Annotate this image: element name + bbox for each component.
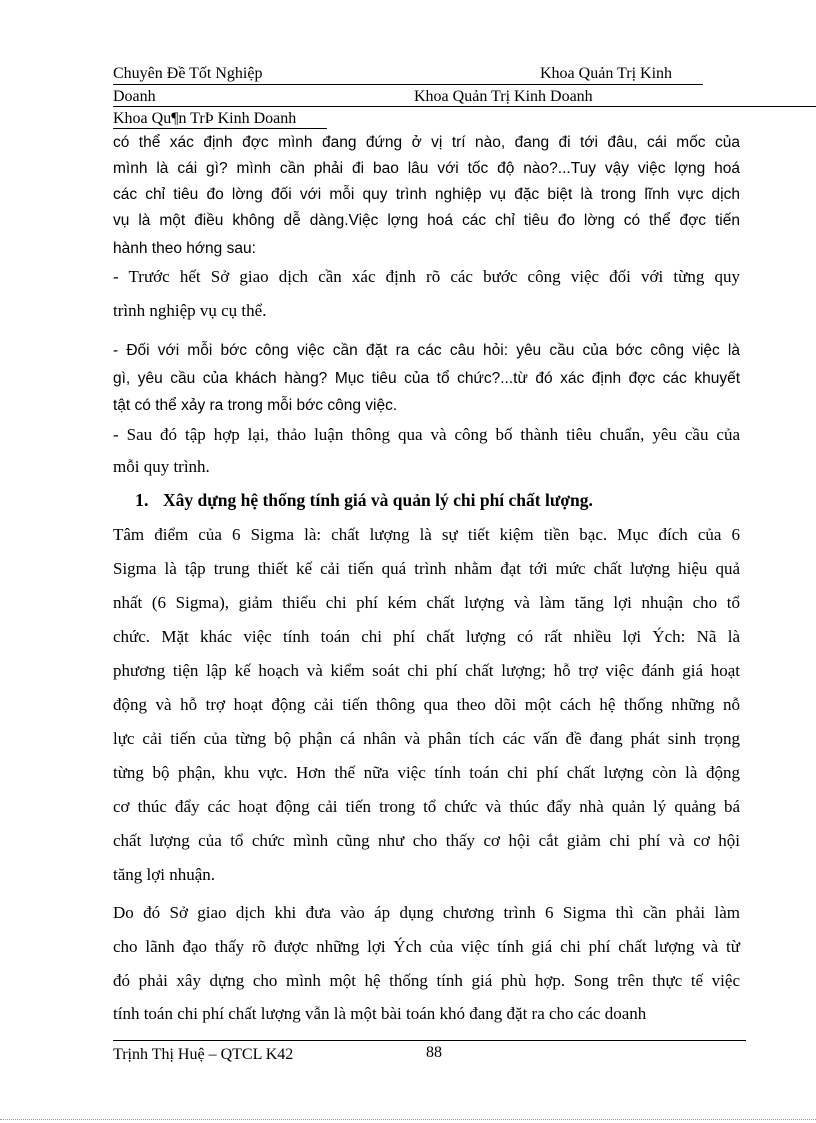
para-2-line-2: cho lãnh đạo thấy rõ được những lợi Ých của việc tính giá chi phí chất lượng và từ (113, 937, 740, 956)
header-right-title: Khoa Quản Trị Kinh (540, 65, 673, 82)
para-1-line-10: chất lượng của tổ chức mình cũng như cho thấy cơ hội cắt giảm chi phí và cơ hội (113, 831, 740, 850)
page-number: 88 (426, 1044, 442, 1061)
para-2-line-1: Do đó Sở giao dịch khi đưa vào áp dụng chương trình 6 Sigma thì cần phải làm (113, 903, 740, 922)
bullet-2-line-1: - Đối với mỗi bớc công việc cần đặt ra các câu hỏi: yêu cầu của bớc công việc là (113, 342, 740, 359)
para-1-line-4: chức. Mặt khác việc tính toán chi phí chất lượng có rất nhiều lợi Ých: Nã là (113, 627, 740, 646)
para-1-line-6: động và hỗ trợ hoạt động cải tiến thông qua theo dõi một cách hệ thống những nỗ (113, 695, 740, 714)
para-1-line-7: lực cải tiến của từng bộ phận cá nhân và phân tích các vấn đề đang phát sinh trọng (113, 729, 740, 748)
intro-line-4: vụ là một điều không dễ dàng.Việc lợng hoá các chỉ tiêu đo lờng có thể đợc tiến (113, 212, 740, 229)
para-1-line-5: phương tiện lập kế hoạch và kiểm soát chi phí chất lượng; hỗ trợ việc đánh giá hoạt (113, 661, 740, 680)
para-1-line-8: từng bộ phận, khu vực. Hơn thế nữa việc tính toán chi phí chất lượng còn là động (113, 763, 740, 782)
para-2-line-4: tính toán chi phí chất lượng vẫn là một bài toán khó đang đặt ra cho các doanh (113, 1004, 647, 1023)
header-line2-right: Khoa Quản Trị Kinh Doanh (414, 88, 593, 105)
section-title: Xây dựng hệ thống tính giá và quản lý chi phí chất lượng. (163, 490, 593, 510)
footer-rule (113, 1040, 746, 1041)
header-rule-1 (113, 84, 703, 85)
intro-line-3: các chỉ tiêu đo lờng đối với mỗi quy trình nghiệp vụ đặc biệt là trong lĩnh vực dịch (113, 186, 740, 203)
para-2-line-3: đó phải xây dựng cho mình một hệ thống tính giá phù hợp. Song trên thực tế việc (113, 971, 740, 990)
bullet-3-line-1: - Sau đó tập hợp lại, thảo luận thông qua và công bố thành tiêu chuẩn, yêu cầu của (113, 425, 740, 444)
page-bottom-border (0, 1119, 816, 1120)
header-line2-left: Doanh (113, 88, 156, 105)
section-number: 1. (135, 490, 149, 510)
header-line3: Khoa Qu¶n TrÞ Kinh Doanh (113, 110, 297, 127)
bullet-3-line-2: mỗi quy trình. (113, 457, 210, 476)
bullet-2-line-2: gì, yêu cầu của khách hàng? Mục tiêu của tổ chức?...từ đó xác định đợc các khuyết (113, 370, 740, 387)
bullet-1-line-2: trình nghiệp vụ cụ thể. (113, 301, 267, 320)
para-1-line-1: Tâm điểm của 6 Sigma là: chất lượng là sự tiết kiệm tiền bạc. Mục đích của 6 (113, 525, 740, 544)
header-rule-2 (113, 106, 816, 107)
para-1-line-2: Sigma là tập trung thiết kế cải tiến quá trình nhằm đạt tới mức chất lượng hiệu quả (113, 559, 740, 578)
intro-line-1: có thể xác định đợc mình đang đứng ở vị trí nào, đang đi tới đâu, cái mốc của (113, 134, 740, 151)
intro-line-5: hành theo hớng sau: (113, 240, 256, 257)
bullet-1-line-1: - Trước hết Sở giao dịch cần xác định rõ các bước công việc đối với từng quy (113, 267, 740, 286)
para-1-line-9: cơ thúc đẩy các hoạt động cải tiến trong tổ chức và thúc đẩy nhà quản lý quảng bá (113, 797, 740, 816)
para-1-line-11: tăng lợi nhuận. (113, 865, 215, 884)
header-left-title: Chuyên Đề Tốt Nghiệp (113, 65, 263, 82)
footer-author: Trịnh Thị Huệ – QTCL K42 (113, 1046, 294, 1063)
bullet-2-line-3: tật có thể xảy ra trong mỗi bớc công việc. (113, 397, 398, 414)
para-1-line-3: nhất (6 Sigma), giảm thiểu chi phí kém chất lượng và làm tăng lợi nhuận cho tổ (113, 593, 740, 612)
intro-line-2: mình là cái gì? mình cần phải đi bao lâu với tốc độ nào?...Tuy vậy việc lợng hoá (113, 160, 740, 177)
header-rule-3 (113, 128, 327, 129)
